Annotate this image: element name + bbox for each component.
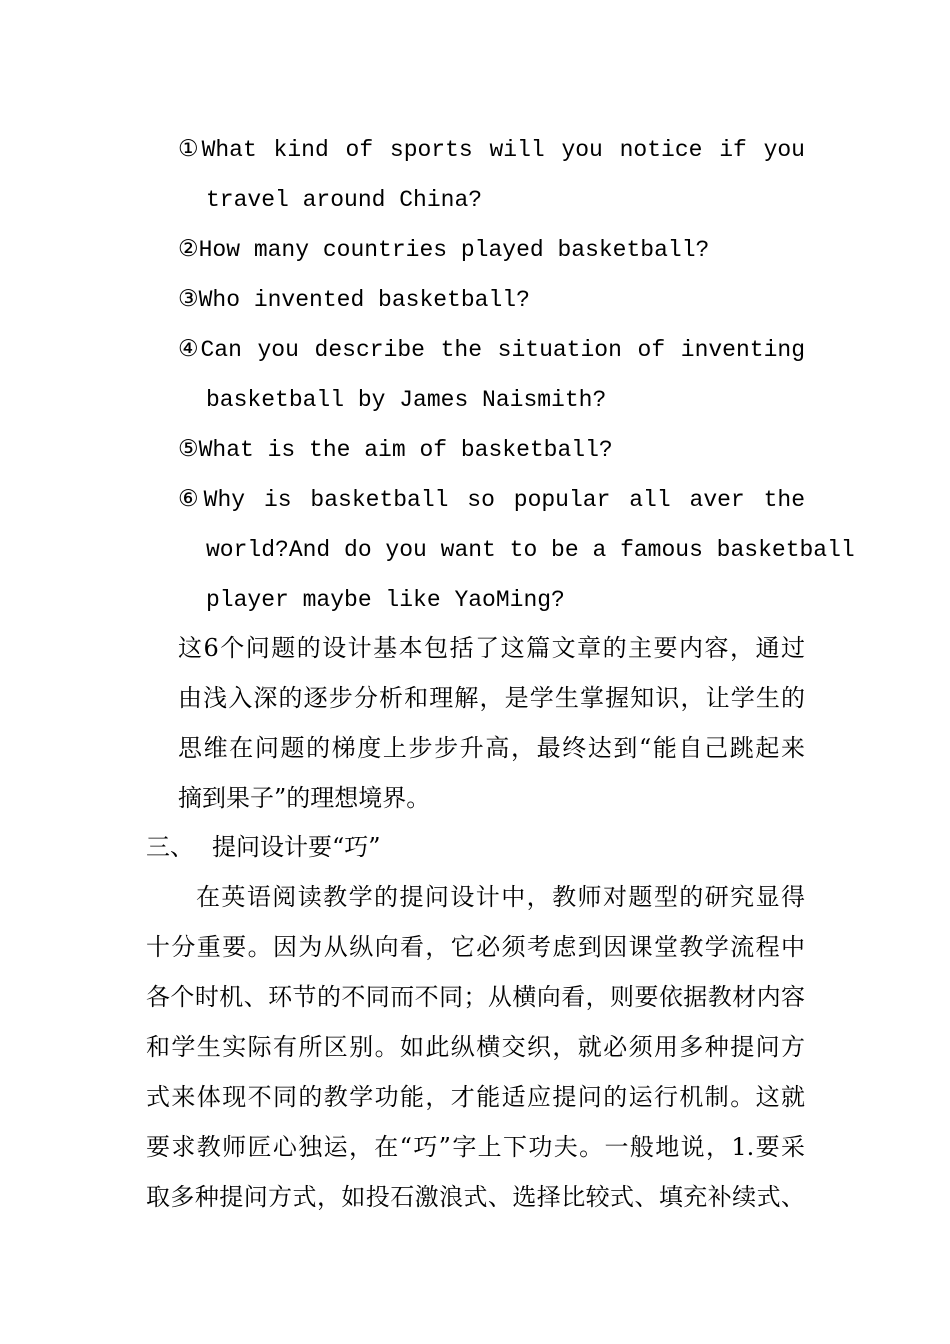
question-line: ②How many countries played basketball? bbox=[178, 237, 710, 263]
section-number: 三、 bbox=[146, 833, 194, 861]
paragraph-line: 取多种提问方式，如投石激浪式、选择比较式、填充补续式、 bbox=[146, 1183, 805, 1211]
question-line: ④Can you describe the situation of inventing bbox=[178, 337, 805, 363]
summary-paragraph bbox=[178, 623, 805, 823]
question-line: ⑥Why is basketball so popular all aver the bbox=[178, 487, 805, 513]
paragraph-line: 十分重要。因为从纵向看，它必须考虑到因课堂教学流程中 bbox=[146, 933, 805, 961]
section-heading bbox=[146, 822, 194, 872]
paragraph-line: 在英语阅读教学的提问设计中，教师对题型的研究显得 bbox=[196, 883, 805, 911]
paragraph-line: 思维在问题的梯度上步步升高，最终达到“能自己跳起来 bbox=[178, 734, 805, 762]
question-2 bbox=[178, 225, 805, 275]
question-line: basketball by James Naismith? bbox=[206, 387, 607, 413]
question-line: world?And do you want to be a famous basketball bbox=[206, 537, 855, 563]
section-title-wrap bbox=[212, 822, 381, 872]
question-line: player maybe like YaoMing? bbox=[206, 587, 565, 613]
paragraph-line: 各个时机、环节的不同而不同；从横向看，则要依据教材内容 bbox=[146, 983, 805, 1011]
paragraph-line: 这6个问题的设计基本包括了这篇文章的主要内容，通过 bbox=[178, 634, 805, 662]
question-line: travel around China? bbox=[206, 187, 483, 213]
question-5 bbox=[178, 425, 805, 475]
paragraph-line: 式来体现不同的教学功能，才能适应提问的运行机制。这就 bbox=[146, 1083, 805, 1111]
question-line: ③Who invented basketball? bbox=[178, 287, 530, 313]
question-line: ①What kind of sports will you notice if you bbox=[178, 137, 805, 163]
body-paragraph-first-line bbox=[196, 872, 805, 922]
section-title: 提问设计要“巧” bbox=[212, 833, 381, 861]
question-line: ⑤What is the aim of basketball? bbox=[178, 437, 613, 463]
body-paragraph bbox=[146, 922, 805, 1222]
question-1 bbox=[178, 125, 805, 225]
paragraph-line: 和学生实际有所区别。如此纵横交织，就必须用多种提问方 bbox=[146, 1033, 805, 1061]
paragraph-line: 要求教师匠心独运，在“巧”字上下功夫。一般地说，1.要采 bbox=[146, 1133, 805, 1161]
paragraph-line: 由浅入深的逐步分析和理解，是学生掌握知识，让学生的 bbox=[178, 684, 805, 712]
question-6 bbox=[178, 475, 855, 625]
paragraph-line: 摘到果子”的理想境界。 bbox=[178, 784, 431, 812]
question-4 bbox=[178, 325, 805, 425]
question-3 bbox=[178, 275, 805, 325]
